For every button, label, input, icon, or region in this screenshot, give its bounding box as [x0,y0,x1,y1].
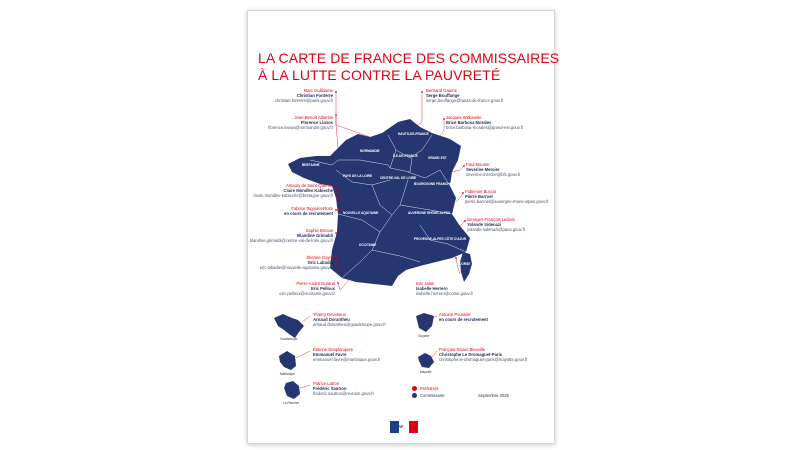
territory-guadeloupe: Guadeloupe [280,337,298,341]
contact-guyane: Antoine Poussier en cours de recrutement [439,312,488,323]
territory-martinique: Martinique [280,372,295,376]
martinique-shape [279,351,296,370]
territory-reunion: La Réunion [283,401,300,405]
contact-reunion: Patrice Latron Frédéric Sautron frederic.sautron@reunion.gouv.fr [313,381,374,397]
region-bretagne: BRETAGNE [302,163,320,167]
contact-paca: Georges-François Leclerc Yolande Sidenazi yolande.sidenazi@paca.gouv.fr [467,217,526,233]
contact-bfc: Paul Mourier Severine Mercier severine.mercier@bfc.gouv.fr [466,162,521,178]
region-hauts-de-france: HAUTS-DE-FRANCE [398,132,429,136]
republique-francaise-logo [390,421,418,433]
region-pays-de-la-loire: PAYS DE LA LOIRE [343,174,373,178]
title-line-1: LA CARTE DE FRANCE DES COMMISSAIRES [258,50,560,66]
mayotte-shape [418,353,434,368]
region-corse: CORSE [459,262,471,266]
region-centre-val-de-loire: CENTRE-VAL DE LOIRE [380,176,417,180]
region-auvergne-rhone-alpes: AUVERGNE RHÔNE-ALPES [408,211,451,215]
contact-occitanie: Pierre-André Durand Eric Pelloux eric.pelloux@occitanie.gouv.fr [279,281,335,297]
contact-auvergne-rhone-alpes: Fabienne Buccio Pierre Barroel pierre.barroel@auvergne-rhone-alpes.gouv.fr [465,189,549,205]
contact-corse: Eric Jalon Isabelle Herrero isabelle.herrero@corse.gouv.fr [416,281,474,297]
guadeloupe-shape [274,314,304,338]
corse-shape [460,252,472,282]
region-normandie: NORMANDIE [360,149,380,153]
contact-nouvelle-aquitaine: Étienne Guyot Eric Labadie eric.labadie@nouvelle-aquitaine.gouv.fr [259,255,333,271]
territory-guyane: Guyane [418,334,430,338]
contact-guadeloupe: Thierry Devimeux Arnaud Dorantheu arnaud.dorantheu@guadeloupe.gouv.fr [313,312,386,328]
region-bourgogne-franche-comte: BOURGOGNE FRANCHE-COMTÉ [414,182,465,186]
region-nouvelle-aquitaine: NOUVELLE AQUITAINE [343,211,379,215]
publication-date: Septembre 2025 [478,393,509,398]
reunion-shape [284,381,300,399]
territory-mayotte: Mayotte [420,370,432,374]
legend-prefet-label: Préfet(e)s [420,386,439,391]
contact-hauts-de-france: Bertrand Gaume Serge Bouffange serge.bouffange@hauts-de-france.gouv.fr [426,88,504,104]
region-grand-est: GRAND EST [428,156,447,160]
legend-commissaire-label: Commissaire [420,393,445,398]
legend-prefet-dot [412,386,417,391]
contact-pays-de-la-loire: Fabrice Rigoulet-Roze en cours de recrutement [284,206,333,217]
guyane-shape [416,313,434,332]
contact-grand-est: Jacques Witkowski Brice Barbosa Morales brice.barbosa-morales@grand-est.gouv.fr [446,115,524,131]
region-ile-de-france: ÎLE-DE-FRANCE [393,154,418,158]
contact-normandie: Jean-Benoît Albertini Florence Lianos florence.lianos@normandie.gouv.fr [268,115,333,131]
contact-centre-val-de-loire: Sophie Brocas Blandine Grimaldi blandine.grimaldi@centre-val-de-loire.gouv.fr [249,228,333,244]
contact-bretagne: Amaury de Saint-Quentin Claire Mondlev Kabieche claire.mondlev-kabieche@bretagne.gouv.fr [253,183,333,199]
contact-martinique: Étienne Desplanques Emmanuel Favre emmanuel.favre@martinique.gouv.fr [313,347,381,363]
contact-idf: Marc Guillaume Christian Fonterre christian.fonterre@paris.gouv.fr [274,88,333,104]
contact-mayotte: François-Xavier Bieuville Christophe Le Dromaguet-Paris christophe.le-dromaguet-paris@mayotte.gouv.fr [439,347,528,363]
title-line-2: À LA LUTTE CONTRE LA PAUVRETÉ [258,67,501,83]
logo-text: RF [398,424,404,429]
legend-commissaire-dot [412,393,417,398]
region-occitanie: OCCITANIE [359,243,377,247]
region-paca: PROVENCE-ALPES CÔTE D'AZUR [414,237,467,241]
